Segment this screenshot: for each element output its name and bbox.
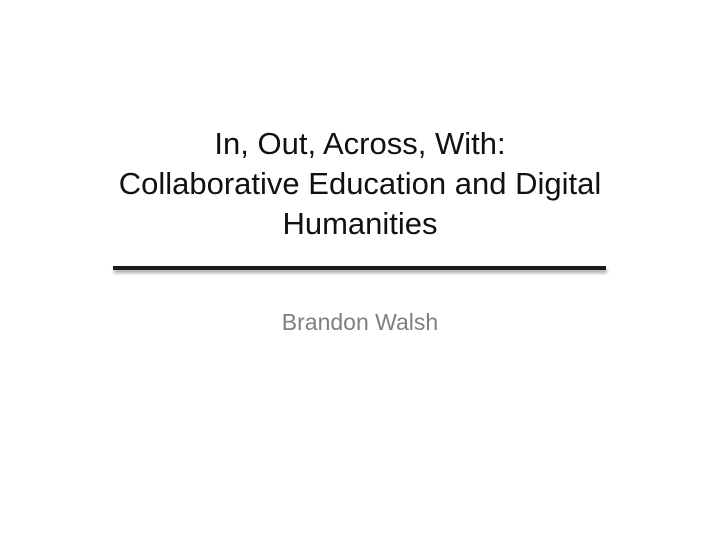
title-line-1: In, Out, Across, With: <box>214 126 506 161</box>
title-divider-rule <box>113 266 606 270</box>
title-line-3: Humanities <box>282 206 438 241</box>
title-line-2: Collaborative Education and Digital <box>118 166 602 201</box>
slide-title <box>100 124 620 244</box>
author-name: Brandon Walsh <box>281 309 439 335</box>
